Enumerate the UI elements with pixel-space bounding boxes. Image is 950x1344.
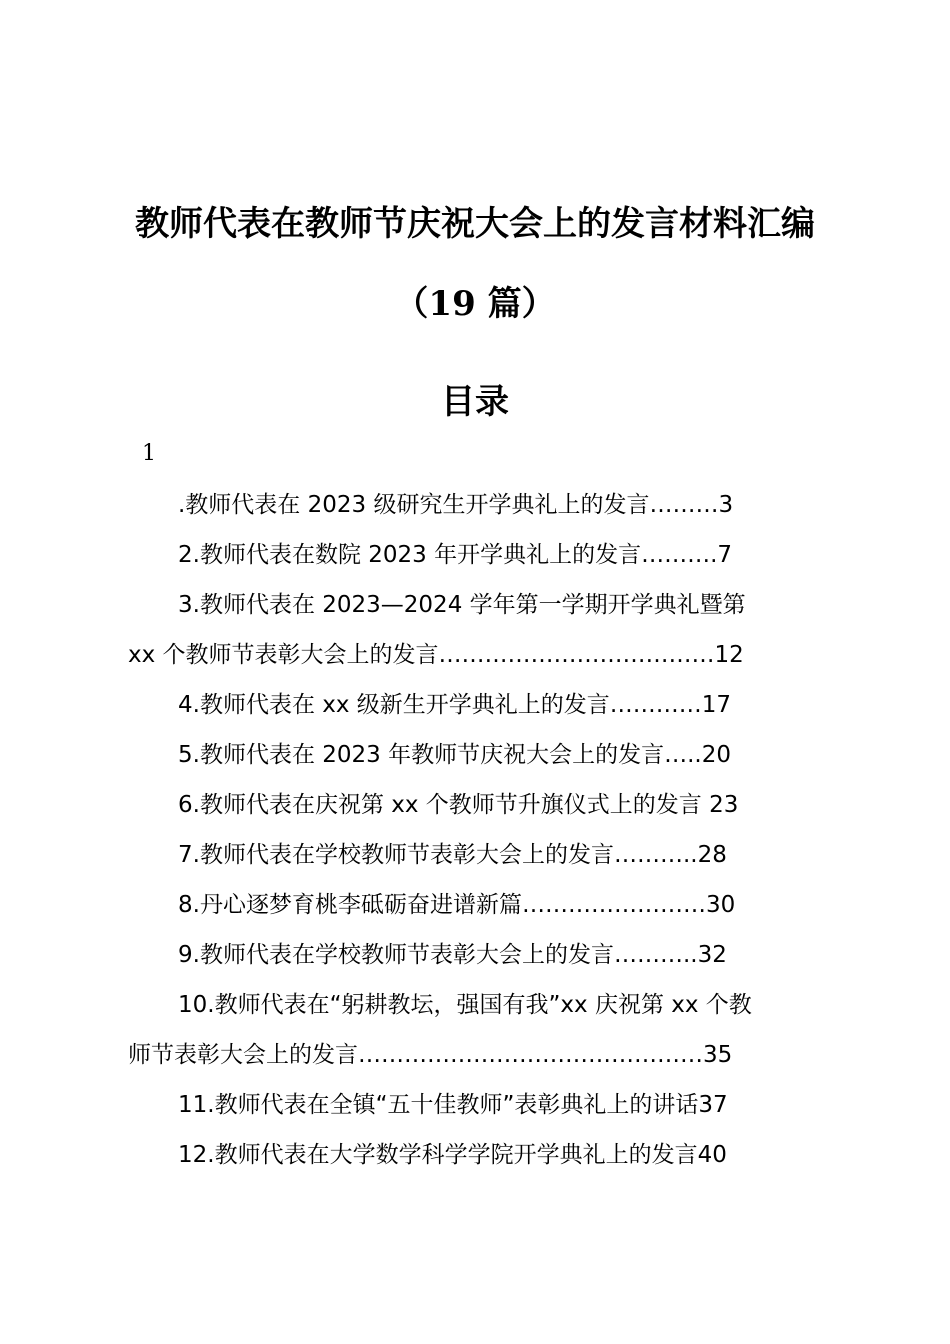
toc-entry-continuation[interactable]: xx 个教师节表彰大会上的发言………………………………12 <box>128 642 744 668</box>
toc-entry[interactable]: 7.教师代表在学校教师节表彰大会上的发言………..28 <box>178 842 727 868</box>
toc-entry-continuation[interactable]: 师节表彰大会上的发言………………………………………35 <box>128 1042 733 1068</box>
document-title: 教师代表在教师节庆祝大会上的发言材料汇编 <box>135 204 815 244</box>
document-count: （19 篇） <box>394 284 556 324</box>
toc-entry[interactable]: 2.教师代表在数院 2023 年开学典礼上的发言……….7 <box>178 542 733 568</box>
toc-entry[interactable]: 9.教师代表在学校教师节表彰大会上的发言………..32 <box>178 942 727 968</box>
toc-entry[interactable]: 10.教师代表在“躬耕教坛，强国有我”xx 庆祝第 xx 个教 <box>178 992 752 1018</box>
toc-entry[interactable]: 5.教师代表在 2023 年教师节庆祝大会上的发言…..20 <box>178 742 731 768</box>
toc-entry[interactable]: 3.教师代表在 2023—2024 学年第一学期开学典礼暨第 <box>178 592 746 618</box>
toc-entry[interactable]: 4.教师代表在 xx 级新生开学典礼上的发言…………17 <box>178 692 732 718</box>
toc-entry[interactable]: 12.教师代表在大学数学科学学院开学典礼上的发言40 <box>178 1142 727 1168</box>
toc-entry[interactable]: 6.教师代表在庆祝第 xx 个教师节升旗仪式上的发言 23 <box>178 792 739 818</box>
stray-number: 1 <box>142 441 156 466</box>
toc-entry[interactable]: 8.丹心逐梦育桃李砥砺奋进谱新篇……………………30 <box>178 892 736 918</box>
toc-entry[interactable]: .教师代表在 2023 级研究生开学典礼上的发言………3 <box>178 492 734 518</box>
toc-entry[interactable]: 11.教师代表在全镇“五十佳教师”表彰典礼上的讲话37 <box>178 1092 728 1118</box>
toc-heading: 目录 <box>441 382 509 422</box>
